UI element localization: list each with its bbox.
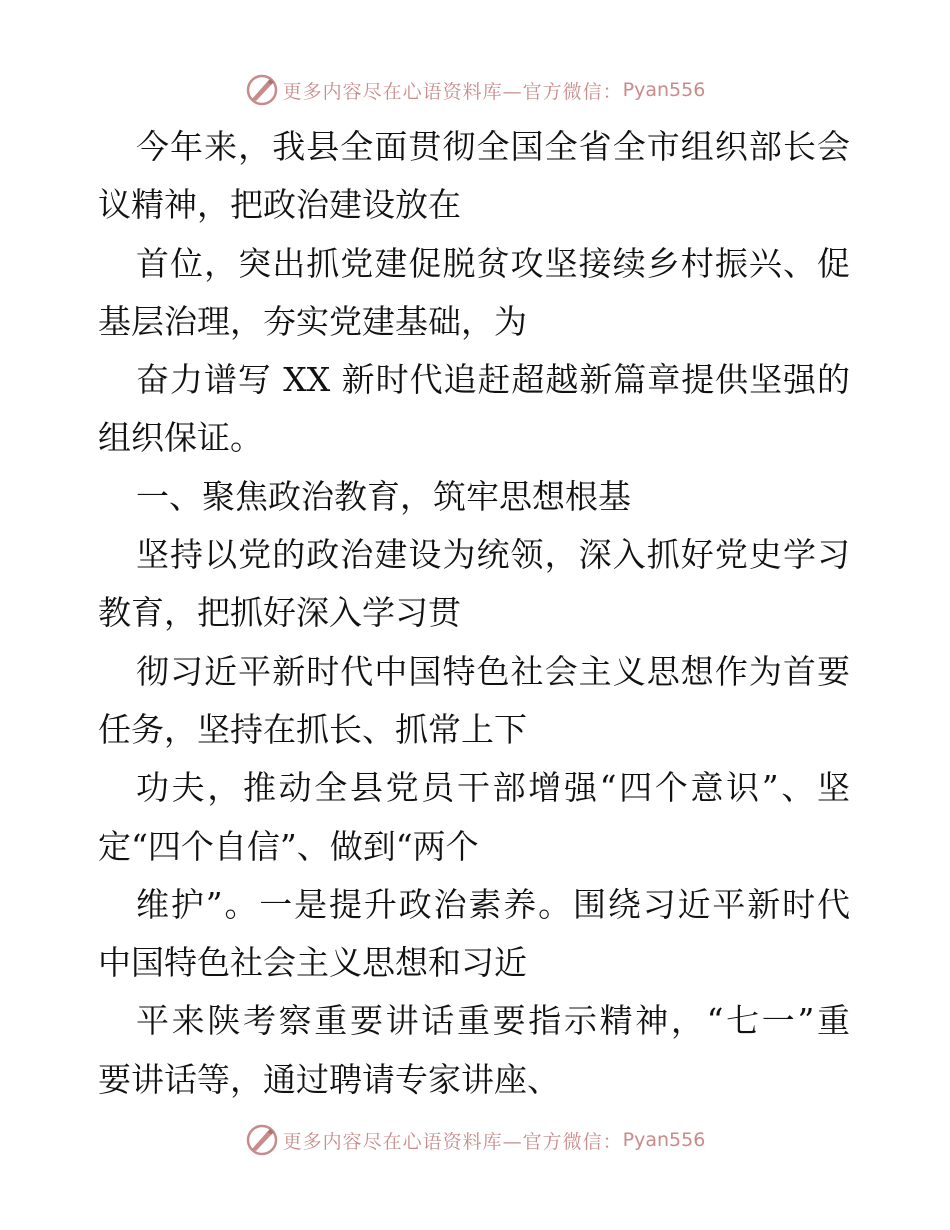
paragraph-line: 坚持以党的政治建设为统领，深入抓好党史学习 — [136, 535, 850, 575]
paragraph-line: 维护”。一是提升政治素养。围绕习近平新时代 — [136, 884, 850, 924]
paragraph-line: 组织保证。 — [98, 418, 263, 458]
paragraph-line: 定“四个自信”、做到“两个 — [98, 826, 479, 866]
header-watermark — [0, 70, 950, 110]
pen-circle-logo-icon — [245, 1123, 279, 1157]
footer-watermark — [0, 1120, 950, 1160]
paragraph-line: 议精神，把政治建设放在 — [98, 185, 461, 225]
paragraph-line: 首位，突出抓党建促脱贫攻坚接续乡村振兴、促 — [136, 243, 850, 283]
watermark-wechat-id: Pyan556 — [622, 79, 706, 101]
paragraph-line: 功夫，推动全县党员干部增强“四个意识”、坚 — [136, 768, 850, 808]
pen-circle-logo-icon — [245, 73, 279, 107]
paragraph-line: 中国特色社会主义思想和习近 — [98, 943, 527, 983]
paragraph-line: 教育，把抓好深入学习贯 — [98, 593, 461, 633]
paragraph-line: 彻习近平新时代中国特色社会主义思想作为首要 — [136, 651, 850, 691]
watermark-wechat-id: Pyan556 — [622, 1129, 706, 1151]
watermark-text: 更多内容尽在心语资料库—官方微信： — [282, 1130, 623, 1153]
paragraph-line: 今年来，我县全面贯彻全国全省全市组织部长会 — [136, 127, 850, 166]
paragraph-line: 基层治理，夯实党建基础，为 — [98, 301, 527, 341]
paragraph-line: 任务，坚持在抓长、抓常上下 — [98, 709, 527, 749]
watermark-text: 更多内容尽在心语资料库—官方微信： — [282, 80, 623, 103]
paragraph-line: 奋力谱写 XX 新时代追赶超越新篇章提供坚强的 — [136, 360, 850, 400]
document-body — [98, 118, 850, 1109]
section-heading: 一、聚焦政治教育，筑牢思想根基 — [136, 476, 631, 516]
paragraph-line: 要讲话等，通过聘请专家讲座、 — [98, 1059, 560, 1099]
paragraph-line: 平来陕考察重要讲话重要指示精神，“七一”重 — [136, 1001, 850, 1041]
